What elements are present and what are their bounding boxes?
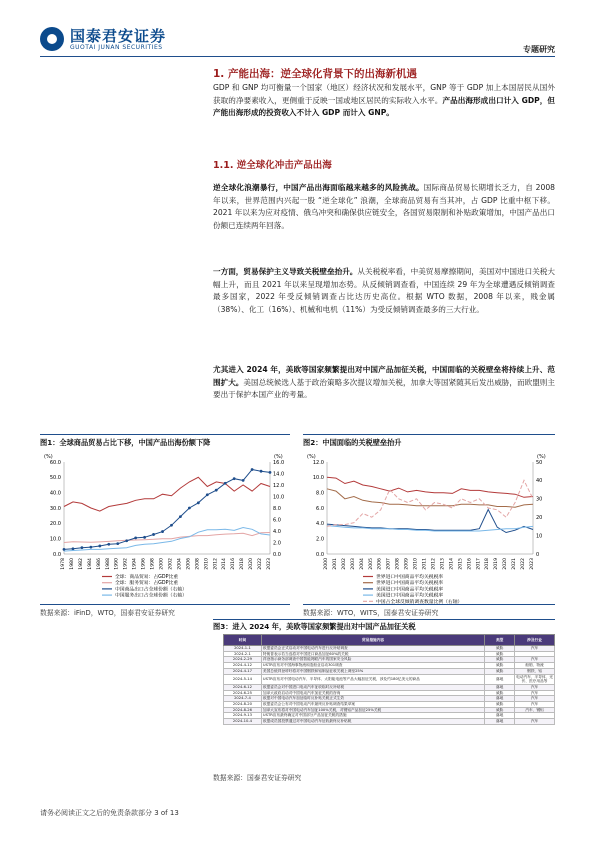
x-tick-label: 1994 <box>132 558 138 570</box>
data-point <box>134 537 137 540</box>
x-tick-label: 1988 <box>105 558 111 570</box>
right-tick-label: 0.0 <box>273 551 281 558</box>
logo-en: GUOTAI JUNAN SECURITIES <box>70 43 163 51</box>
section-1-bold: 产品出海形成出口计入 GDP，但产能出海形成的投资收入不计入 GDP 而计入 GNP。 <box>213 95 556 118</box>
x-tick-label: 1986 <box>96 558 102 570</box>
paragraph-3 <box>213 364 555 402</box>
table-header-cell: 贸易措施内容 <box>261 635 484 646</box>
series-line <box>327 477 533 497</box>
x-tick-label: 2018 <box>240 558 246 570</box>
table-cell: USTR宣布对中国电动汽车、半导体、太阳能电池等产品大幅加征关税，涉及约180亿美元的商品 <box>261 674 484 684</box>
x-tick-label: 2012 <box>431 558 437 570</box>
x-tick-label: 2008 <box>195 558 201 570</box>
data-point <box>81 546 84 549</box>
data-point <box>107 543 110 546</box>
p2-bold: 一方面，贸易保护主义导致关税壁垒抬升。 <box>213 267 358 276</box>
left-tick-label: 10.0 <box>312 475 324 482</box>
left-axis-unit: (%) <box>44 454 53 460</box>
table-cell: 威胁 <box>485 646 515 652</box>
table-body <box>224 646 555 725</box>
table-cell: 加拿大政府启动对中国电动汽车加征关税的咨询 <box>261 690 484 696</box>
table-cell: 汽车 <box>515 719 555 725</box>
table-cell: 2024-2-1 <box>224 651 262 657</box>
series-line <box>327 480 533 526</box>
table-cell: 欧盟委员会对中国进口电动汽车征收临时反补贴税 <box>261 684 484 690</box>
x-tick-label: 1978 <box>61 558 66 570</box>
header-divider <box>40 56 555 57</box>
section-1-title: 1. 产能出海：逆全球化背景下的出海新机遇 <box>213 68 417 80</box>
fig1-source: 数据来源：iFinD，WTO，国泰君安证券研究 <box>40 609 175 617</box>
right-tick-label: 0 <box>536 551 540 558</box>
section-1-paragraph <box>213 82 555 120</box>
left-tick-label: 8.0 <box>316 490 324 497</box>
logo-cn: 国泰君安证券 <box>70 26 167 45</box>
data-point <box>161 530 164 533</box>
table-cell: 汽车 <box>515 646 555 652</box>
table-cell: 落地 <box>485 696 515 702</box>
x-tick-label: 2023 <box>267 558 272 570</box>
x-tick-label: 2010 <box>413 558 419 570</box>
p3-text: 美国总统候选人基于政治策略多次提议增加关税，加拿大等国紧随其后发出威胁，而欧盟则主要出于保护本国产业的考量。 <box>213 377 556 400</box>
right-tick-label: 30 <box>536 496 543 503</box>
left-tick-label: 0.0 <box>53 551 61 558</box>
x-tick-label: 2000 <box>159 558 165 570</box>
left-tick-label: 20.0 <box>49 521 61 528</box>
right-tick-label: 8.0 <box>273 505 281 512</box>
right-tick-label: 12.0 <box>273 482 285 489</box>
table-cell: 美国总统拜登呼吁将对中国钢铁和铝制品征收关税上调至25% <box>261 668 484 674</box>
footer-disclaimer: 请务必阅读正文之后的免责条款部分 3 of 13 <box>40 809 179 817</box>
right-axis-unit: (%) <box>274 454 283 460</box>
table-cell: 2024-4-17 <box>224 668 262 674</box>
table-cell: 威胁 <box>485 690 515 696</box>
table-cell: 2024-2-29 <box>224 657 262 663</box>
data-point <box>72 547 75 550</box>
paragraph-2 <box>213 266 555 317</box>
x-tick-label: 2016 <box>467 558 473 570</box>
x-tick-label: 2007 <box>386 558 392 570</box>
x-tick-label: 2017 <box>476 558 482 570</box>
left-tick-label: 2.0 <box>316 536 324 543</box>
right-tick-label: 10.0 <box>273 494 285 501</box>
data-point <box>63 548 66 551</box>
fig1-bottom-rule <box>40 604 290 605</box>
table-cell: 2024-6-25 <box>224 690 262 696</box>
legend-label: 世界进口中国商品平均关税税率 <box>376 581 444 587</box>
fig2-title: 图2：中国面临的关税壁垒抬升 <box>303 438 402 447</box>
left-tick-label: 0.0 <box>316 551 324 558</box>
x-tick-label: 2006 <box>377 558 383 570</box>
table-cell: 2024-8-26 <box>224 707 262 713</box>
right-tick-label: 40 <box>536 478 543 485</box>
data-point <box>242 479 245 482</box>
section-1-1-title: 1.1. 逆全球化冲击产品出海 <box>213 160 332 171</box>
x-tick-label: 2019 <box>494 558 500 570</box>
right-tick-label: 6.0 <box>273 517 281 524</box>
data-point <box>179 515 182 518</box>
p2-text: 从关税税率看，中美贸易摩擦期间，美国对中国进口关税大幅上升，而且 2021 年以来呈现增加态势。从反倾销调查看，中国连续 29 年为全球遭遇反倾销调查最多国家，2022 年受反倾销调查占比达历史高位。根据 WTO 数据，2008 年以来，贱金属（38%）、化工（16%）、机械和电机（11%）为受反倾销调查最多的三大行业。 <box>213 267 556 315</box>
x-tick-label: 1990 <box>114 558 120 570</box>
left-tick-label: 12.0 <box>312 459 324 466</box>
data-point <box>89 546 92 549</box>
x-tick-label: 2010 <box>204 558 210 570</box>
x-tick-label: 1980 <box>69 558 75 570</box>
table-cell: 2024-6-12 <box>224 684 262 690</box>
fig1-top-rule <box>40 434 290 435</box>
table-cell: 2024-1-1 <box>224 646 262 652</box>
x-tick-label: 2022 <box>521 558 527 570</box>
table-header-row <box>224 635 555 646</box>
data-point <box>251 468 254 471</box>
x-tick-label: 2004 <box>359 558 365 570</box>
table-cell: 威胁 <box>485 657 515 663</box>
fig3-table-wrap <box>223 634 555 725</box>
table-cell: 加拿大宣布将对中国电动汽车加征100%关税，对钢铝产品加征25%关税 <box>261 707 484 713</box>
fig3-top-rule <box>213 619 555 620</box>
table-cell: 汽车、钢铝 <box>515 707 555 713</box>
fig1-chart <box>40 452 292 602</box>
table-cell: 2024-10-4 <box>224 719 262 725</box>
table-header-cell: 涉及行业 <box>515 635 555 646</box>
table-cell: 落地 <box>485 684 515 690</box>
table-cell: 威胁 <box>485 651 515 657</box>
left-tick-label: 10.0 <box>49 536 61 543</box>
x-tick-label: 1984 <box>87 558 93 570</box>
right-tick-label: 4.0 <box>273 528 281 535</box>
legend-label: 全球：商品贸易：占GDP比重 <box>115 575 179 580</box>
left-tick-label: 30.0 <box>49 505 61 512</box>
table-cell: USTR宣布最终确定对中国部分产品加征关税的措施 <box>261 713 484 719</box>
x-tick-label: 1982 <box>78 558 84 570</box>
data-point <box>215 489 218 492</box>
table-row <box>224 674 555 684</box>
table-row <box>224 719 555 725</box>
left-axis-unit: (%) <box>307 454 316 460</box>
logo-mark-icon <box>40 27 64 51</box>
legend-label: 全球：服务贸易：占GDP比重 <box>115 581 179 587</box>
table-cell: 特朗普表示若当选将对中国进口商品加征60%的关税 <box>261 651 484 657</box>
data-point <box>152 533 155 536</box>
right-tick-label: 16.0 <box>273 459 285 466</box>
table-cell: 电动汽车、半导体、光伏、医疗用品等 <box>516 674 553 684</box>
table-cell: 欧盟对中国电动汽车加征临时反补贴关税正式生效 <box>261 696 484 702</box>
x-tick-label: 1996 <box>141 558 147 570</box>
right-tick-label: 20 <box>536 515 543 521</box>
table-cell: 汽车 <box>515 690 555 696</box>
x-tick-label: 2009 <box>404 558 410 570</box>
fig3-table <box>223 634 555 725</box>
table-cell: 落地 <box>485 719 515 725</box>
x-tick-label: 2002 <box>168 558 174 570</box>
table-cell: 落地 <box>485 674 515 684</box>
series-line <box>64 477 270 511</box>
p1-text: 国际商品贸易长期增长乏力，自 2008 年以来，世界范围内兴起一股 “逆全球化” 浪潮，全球商品贸易有当其冲，占 GDP 比重中枢下移。2021 年以来为应对疫情、俄乌冲突和确保供应链安全，各国贸易限制和补贴政策增加，中国产品出口份额已连续两年回落。 <box>213 183 555 231</box>
data-point <box>143 536 146 539</box>
x-tick-label: 2003 <box>350 558 356 570</box>
x-tick-label: 2001 <box>332 558 338 570</box>
legend-label: 中国占全球反倾销调查数量比例（右轴） <box>376 599 463 605</box>
legend-label: 世界进口中国商品平均关税税率 <box>376 575 444 580</box>
data-point <box>233 477 236 480</box>
paragraph-1 <box>213 182 555 233</box>
x-tick-label: 2000 <box>324 558 329 570</box>
table-cell: 威胁 <box>485 702 515 708</box>
legend-label: 美国进口中国商品平均关税税率 <box>376 587 444 593</box>
x-tick-label: 2016 <box>231 558 237 570</box>
table-cell: 汽车 <box>515 684 555 690</box>
table-cell: 威胁 <box>485 707 515 713</box>
x-tick-label: 2008 <box>395 558 401 570</box>
table-cell: USTR宣布对中国海事物流和造船业启动301调查 <box>261 663 484 669</box>
left-tick-label: 4.0 <box>316 521 324 528</box>
x-tick-label: 2018 <box>485 558 491 570</box>
fig2-bottom-rule <box>303 604 555 605</box>
table-cell: 威胁 <box>485 663 515 669</box>
table-cell: 汽车 <box>515 657 555 663</box>
fig2-top-rule <box>303 434 555 435</box>
legend-label: 中国商品出口占全球份额（右轴） <box>115 587 187 593</box>
x-tick-label: 2011 <box>422 558 428 570</box>
table-header-cell: 时间 <box>224 635 262 646</box>
table-cell: 欧盟委员会公布对中国电动汽车最终反补贴调查结果草案 <box>261 702 484 708</box>
left-tick-label: 40.0 <box>49 490 61 497</box>
x-tick-label: 2021 <box>512 558 518 570</box>
p1-bold: 逆全球化浪潮暴行，中国产品出海面临越来越多的风险挑战。 <box>213 183 424 192</box>
right-tick-label: 10 <box>536 533 543 540</box>
left-tick-label: 50.0 <box>49 475 61 482</box>
x-tick-label: 2020 <box>249 558 255 570</box>
x-tick-label: 2012 <box>213 558 219 570</box>
table-cell: 汽车 <box>515 702 555 708</box>
table-cell: 拜登指示商务部调查中国智能网联汽车的国家安全风险 <box>261 657 484 663</box>
left-tick-label: 6.0 <box>316 505 324 512</box>
x-tick-label: 1998 <box>150 558 156 570</box>
right-tick-label: 14.0 <box>273 471 285 478</box>
x-tick-label: 2013 <box>440 558 446 570</box>
data-point <box>197 501 200 504</box>
x-tick-label: 2002 <box>341 558 347 570</box>
legend-label: 中国服务出口占全球份额（右轴） <box>115 593 187 599</box>
fig2-source: 数据来源：WTO，WITS，国泰君安证券研究 <box>303 609 439 617</box>
data-point <box>170 524 173 527</box>
right-tick-label: 50 <box>536 459 543 466</box>
series-line <box>327 489 533 507</box>
x-tick-label: 1992 <box>123 558 129 570</box>
data-point <box>260 470 263 473</box>
p3-bold: 尤其进入 2024 年，美欧等国家频繁提出对中国产品加征关税，中国面临的关税壁垒将持续上升、范围扩大。 <box>213 365 555 387</box>
fig3-title: 图3：进入 2024 年，美欧等国家频繁提出对中国产品加征关税 <box>213 622 416 631</box>
table-cell: 威胁 <box>485 668 515 674</box>
data-point <box>125 539 128 542</box>
logo <box>40 26 230 52</box>
table-cell: 汽车 <box>515 696 555 702</box>
x-tick-label: 2006 <box>186 558 192 570</box>
series-line <box>64 528 270 552</box>
x-tick-label: 2022 <box>258 558 264 570</box>
right-axis-unit: (%) <box>537 454 546 460</box>
table-cell: 欧盟成员国投票通过对中国电动汽车征收最终反补贴税 <box>261 719 484 725</box>
data-point <box>206 493 209 496</box>
data-point <box>224 482 227 485</box>
left-tick-label: 60.0 <box>49 459 61 466</box>
data-point <box>188 507 191 510</box>
table-cell: 2024-5-14 <box>224 674 262 684</box>
x-tick-label: 2023 <box>530 558 535 570</box>
table-cell: 钢铁、铝 <box>515 668 555 674</box>
series-line <box>64 533 270 543</box>
section-1-text: GDP 和 GNP 均可衡量一个国家（地区）经济状况和发展水平，GNP 等于 GDP 加上本国居民从国外获取的净要素收入，更侧重于反映一国或地区居民的实际收入水平。 <box>213 83 555 105</box>
x-tick-label: 2014 <box>222 558 228 570</box>
x-tick-label: 2020 <box>503 558 509 570</box>
table-cell: 船舶、物流 <box>515 663 555 669</box>
table-cell: 2024-4-12 <box>224 663 262 669</box>
table-header-cell: 类型 <box>485 635 515 646</box>
legend-label: 美国进口中国商品平均关税税率 <box>376 593 444 599</box>
table-cell: 2024-9-13 <box>224 713 262 719</box>
data-point <box>269 471 272 474</box>
fig3-source: 数据来源：国泰君安证券研究 <box>213 774 302 782</box>
right-tick-label: 2.0 <box>273 540 281 547</box>
x-tick-label: 2015 <box>458 558 464 570</box>
fig2-chart <box>303 452 555 605</box>
report-type-tag: 专题研究 <box>523 45 555 54</box>
table-cell: 2024-7-4 <box>224 696 262 702</box>
table-cell: 落地 <box>485 713 515 719</box>
data-point <box>98 545 101 548</box>
table-cell: 欧盟委员会正式启动对中国电动汽车进行反补贴调查 <box>261 646 484 652</box>
x-tick-label: 2014 <box>449 558 455 570</box>
fig1-title: 图1：全球商品贸易占比下移，中国产品出海份额下降 <box>40 438 211 447</box>
data-point <box>116 542 119 545</box>
x-tick-label: 2004 <box>177 558 183 570</box>
table-cell: 2024-8-20 <box>224 702 262 708</box>
x-tick-label: 2005 <box>368 558 374 570</box>
